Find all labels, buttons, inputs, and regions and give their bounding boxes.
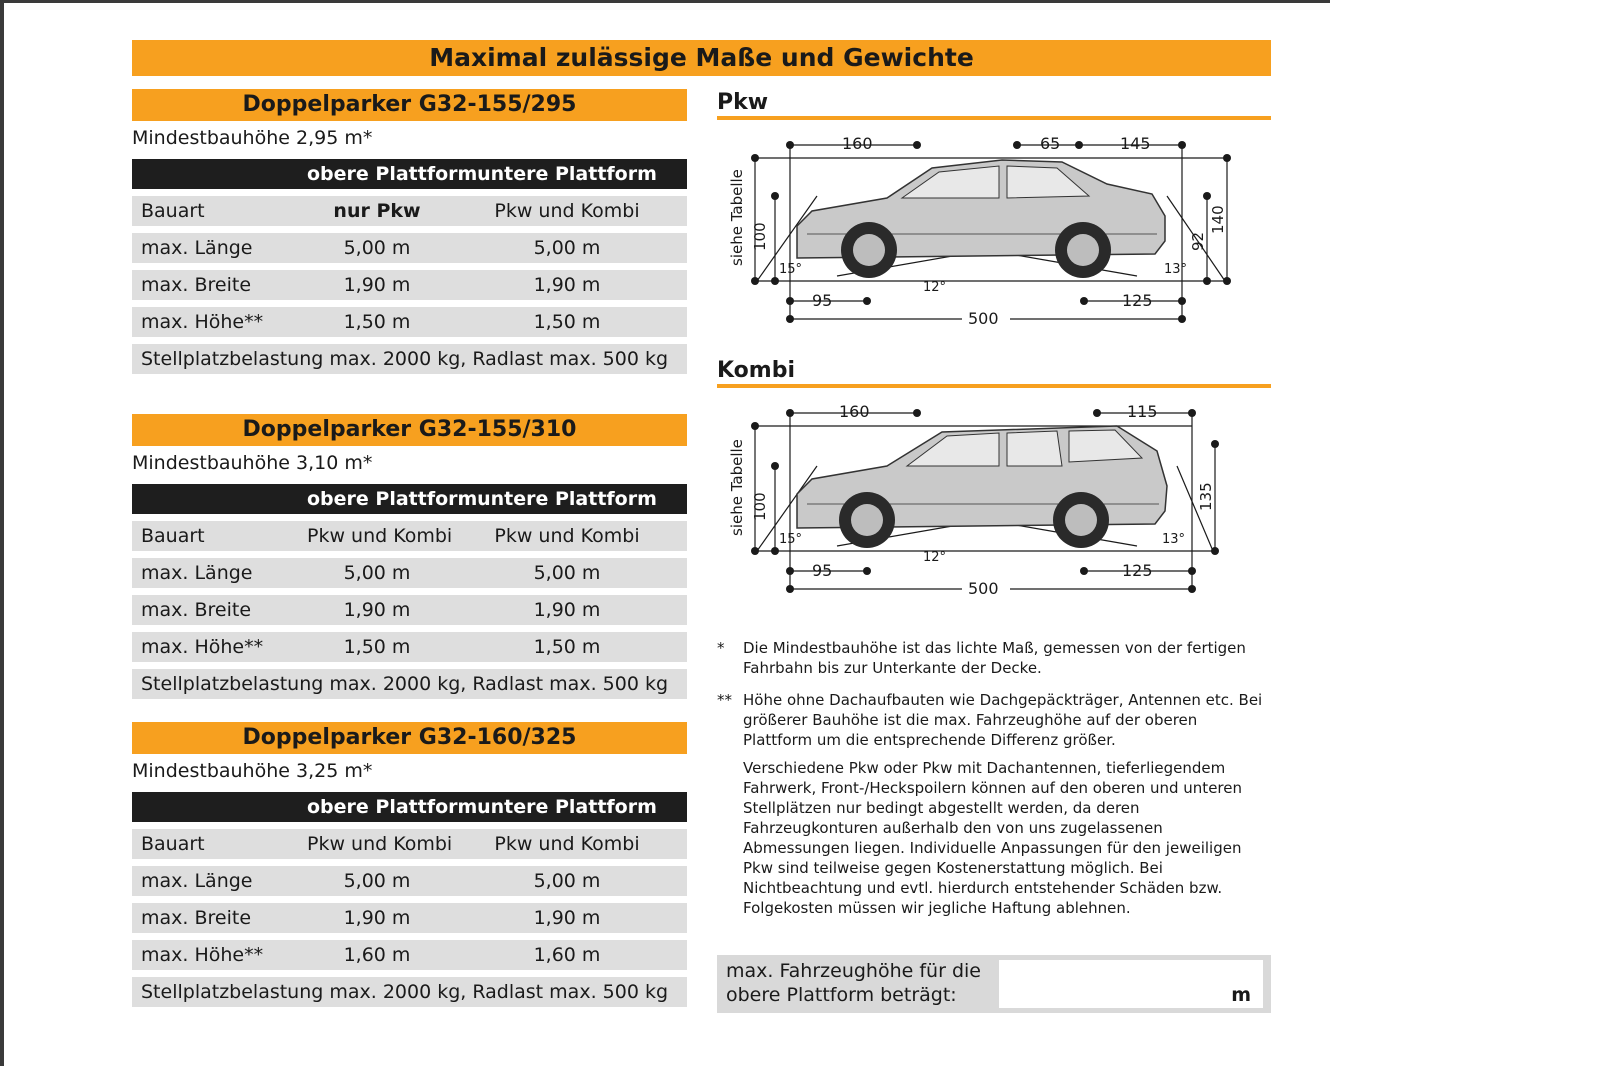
footnote-text: Höhe ohne Dachaufbauten wie Dachgepäckträger, Antennen etc. Bei größerer Bauhöhe ist die max. Fahrzeughöhe auf der oberen Plattform um die entsprechende Differenz größer. [743, 691, 1263, 749]
pkw-dimension-diagram [717, 126, 1271, 336]
header-lower: untere Plattform [477, 488, 657, 510]
dim-label: 15° [779, 262, 803, 277]
row-label: Bauart [141, 833, 205, 855]
dim-label: 125 [1122, 291, 1153, 310]
table-row [132, 903, 687, 933]
dim-label: 135 [1197, 482, 1215, 511]
footnote-mark: ** [717, 691, 732, 709]
section-title: Doppelparker G32-155/310 [132, 414, 687, 446]
row-label: max. Breite [141, 274, 252, 296]
section-g32-155-295 [132, 89, 687, 374]
table-header [132, 159, 687, 189]
cell-lower: 1,50 m [533, 311, 601, 333]
frame-left-border [0, 0, 4, 1066]
cell-upper: nur Pkw [333, 200, 421, 222]
table-header [132, 792, 687, 822]
cell-lower: 5,00 m [533, 870, 601, 892]
load-text: Stellplatzbelastung max. 2000 kg, Radlast max. 500 kg [141, 981, 669, 1003]
cell-upper: 1,90 m [343, 599, 411, 621]
cell-lower: 1,90 m [533, 274, 601, 296]
load-row [132, 669, 687, 699]
dim-label: 13° [1164, 262, 1188, 277]
dim-label: 65 [1040, 134, 1061, 153]
load-row [132, 977, 687, 1007]
cell-upper: 5,00 m [343, 870, 411, 892]
row-label: max. Breite [141, 907, 252, 929]
table-row [132, 270, 687, 300]
cell-lower: 1,90 m [533, 907, 601, 929]
cell-upper: 5,00 m [343, 562, 411, 584]
table-row [132, 940, 687, 970]
dim-label: 95 [812, 561, 833, 580]
min-height: Mindestbauhöhe 3,25 m* [132, 760, 373, 782]
cell-lower: 1,90 m [533, 599, 601, 621]
dim-label: 145 [1120, 134, 1151, 153]
cell-upper: 5,00 m [343, 237, 411, 259]
section-g32-155-310 [132, 414, 687, 699]
dim-label: 95 [812, 291, 833, 310]
section-title: Doppelparker G32-160/325 [132, 722, 687, 754]
cell-lower: 1,60 m [533, 944, 601, 966]
dim-label: 160 [842, 134, 873, 153]
cell-upper: 1,50 m [343, 311, 411, 333]
dim-label: 92 [1189, 231, 1207, 251]
cell-upper: 1,50 m [343, 636, 411, 658]
disclaimer-text: Verschiedene Pkw oder Pkw mit Dachantennen, tieferliegendem Fahrwerk, Front-/Heckspoilern können auf den oberen und unteren Stellplätzen nur bedingt abgestellt werden, da deren Fahrzeugkonturen außerhalb den von uns zugelassenen Abmessungen liegen. Individuelle Anpassungen für den jeweiligen Pkw sind teilweise gegen Kostenerstattung möglich. Bei Nichtbeachtung und evtl. hierdurch entstehender Schäden bzw. Folgekosten müssen wir jegliche Haftung ablehnen. [743, 759, 1242, 917]
section-title: Doppelparker G32-155/295 [132, 89, 687, 121]
section-g32-160-325 [132, 722, 687, 1007]
min-height: Mindestbauhöhe 3,10 m* [132, 452, 373, 474]
row-label: max. Höhe** [141, 311, 264, 333]
cell-lower: 1,50 m [533, 636, 601, 658]
load-text: Stellplatzbelastung max. 2000 kg, Radlast max. 500 kg [141, 348, 669, 370]
table-row [132, 521, 687, 551]
load-row [132, 344, 687, 374]
row-label: max. Länge [141, 562, 253, 584]
table-row [132, 233, 687, 263]
table-row [132, 866, 687, 896]
footnote-2 [717, 690, 1271, 750]
cell-lower: 5,00 m [533, 237, 601, 259]
table-row [132, 307, 687, 337]
dim-label: 500 [968, 579, 999, 598]
row-label: max. Höhe** [141, 944, 264, 966]
dim-label: 140 [1209, 205, 1227, 234]
cell-lower: Pkw und Kombi [494, 833, 640, 855]
kombi-heading: Kombi [717, 356, 1271, 388]
cell-upper: 1,60 m [343, 944, 411, 966]
dim-label: siehe Tabelle [728, 169, 746, 266]
dim-label: 100 [751, 492, 769, 521]
table-header [132, 484, 687, 514]
header-lower: untere Plattform [477, 796, 657, 818]
vehicle-height-field[interactable] [999, 960, 1263, 1008]
min-height: Mindestbauhöhe 2,95 m* [132, 127, 373, 149]
dim-label: 15° [779, 532, 803, 547]
row-label: max. Länge [141, 870, 253, 892]
dim-label: 100 [751, 222, 769, 251]
dim-label: 125 [1122, 561, 1153, 580]
header-lower: untere Plattform [477, 163, 657, 185]
pkw-sedan-illustration [797, 160, 1165, 278]
table-row [132, 558, 687, 588]
dim-label: 115 [1127, 402, 1158, 421]
cell-lower: Pkw und Kombi [494, 525, 640, 547]
cell-upper: Pkw und Kombi [307, 833, 453, 855]
header-upper: obere Plattform [307, 796, 478, 818]
dim-label: 160 [839, 402, 870, 421]
row-label: Bauart [141, 525, 205, 547]
cell-upper: 1,90 m [343, 907, 411, 929]
vehicle-height-box [717, 955, 1271, 1013]
table-row [132, 829, 687, 859]
header-upper: obere Plattform [307, 163, 478, 185]
footnote-1 [717, 638, 1271, 678]
row-label: max. Höhe** [141, 636, 264, 658]
disclaimer-note [717, 758, 1271, 918]
dim-label: 12° [923, 280, 947, 295]
table-row [132, 632, 687, 662]
kombi-dimension-diagram [717, 396, 1271, 604]
header-upper: obere Plattform [307, 488, 478, 510]
vehicle-height-label: max. Fahrzeughöhe für die obere Plattform beträgt: [726, 960, 981, 1006]
table-row [132, 595, 687, 625]
unit-label: m [1231, 984, 1251, 1006]
footnote-text: Die Mindestbauhöhe ist das lichte Maß, gemessen von der fertigen Fahrbahn bis zur Unterkante der Decke. [743, 639, 1246, 677]
dim-label: 12° [923, 550, 947, 565]
kombi-wagon-illustration [797, 426, 1167, 548]
row-label: max. Breite [141, 599, 252, 621]
pkw-heading: Pkw [717, 88, 1271, 120]
row-label: max. Länge [141, 237, 253, 259]
cell-upper: 1,90 m [343, 274, 411, 296]
cell-lower: 5,00 m [533, 562, 601, 584]
dim-label: 500 [968, 309, 999, 328]
load-text: Stellplatzbelastung max. 2000 kg, Radlast max. 500 kg [141, 673, 669, 695]
frame-top-border [0, 0, 1330, 3]
row-label: Bauart [141, 200, 205, 222]
cell-upper: Pkw und Kombi [307, 525, 453, 547]
dim-label: 13° [1162, 532, 1186, 547]
dim-label: siehe Tabelle [728, 439, 746, 536]
footnote-mark: * [717, 639, 725, 657]
cell-lower: Pkw und Kombi [494, 200, 640, 222]
table-row [132, 196, 687, 226]
page-title: Maximal zulässige Maße und Gewichte [132, 40, 1271, 76]
